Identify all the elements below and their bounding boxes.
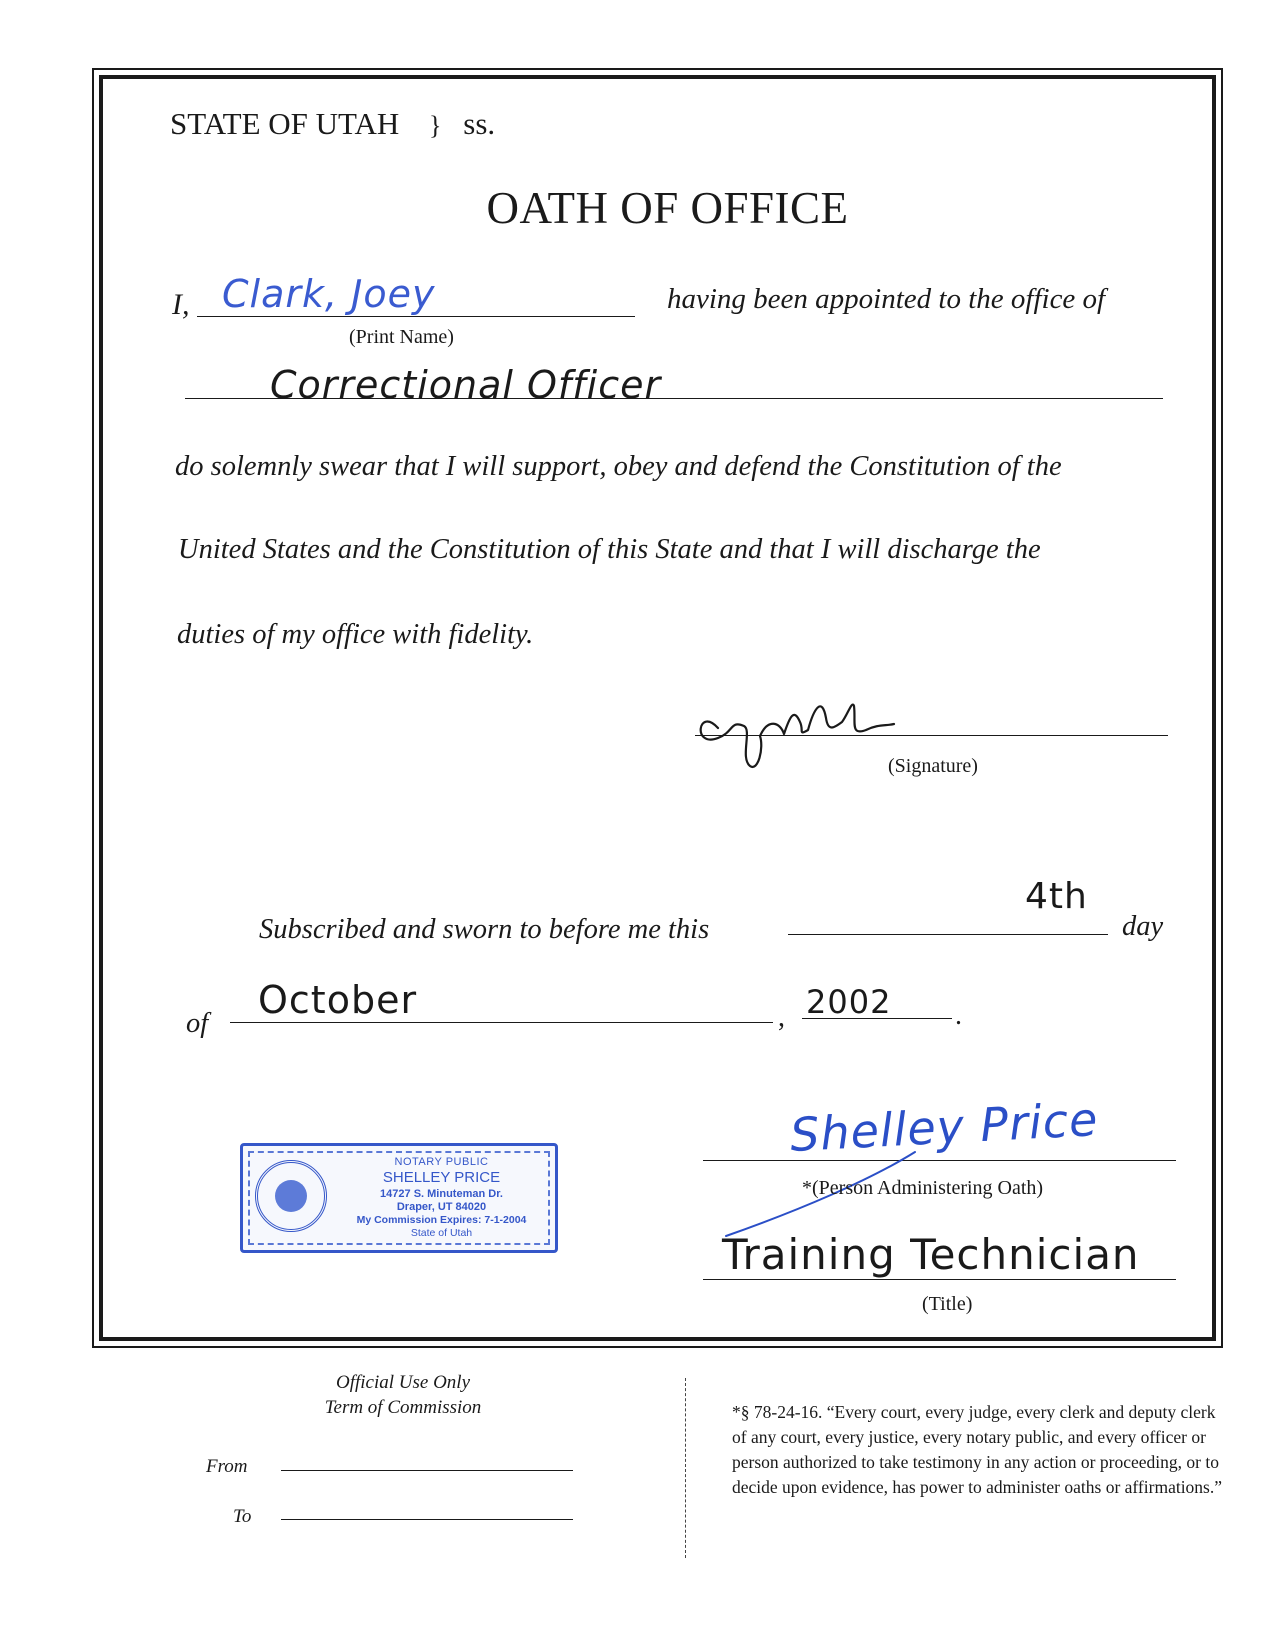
footer-divider bbox=[685, 1378, 686, 1558]
official-use-heading: Official Use Only bbox=[335, 1372, 471, 1393]
brace-glyph: } bbox=[429, 111, 442, 140]
stamp-line-1: NOTARY PUBLIC bbox=[394, 1156, 489, 1168]
to-line[interactable] bbox=[281, 1519, 573, 1520]
administrator-signature[interactable]: Shelley Price bbox=[788, 1091, 1100, 1163]
of-label: of bbox=[186, 1008, 209, 1039]
month-year-comma: , bbox=[778, 1002, 785, 1033]
signature-line bbox=[695, 735, 1168, 736]
print-name-line bbox=[197, 316, 635, 317]
day-value[interactable]: 4th bbox=[1025, 876, 1088, 917]
month-value[interactable]: October bbox=[258, 978, 418, 1022]
print-name-value[interactable]: Clark, Joey bbox=[222, 272, 436, 316]
notary-stamp bbox=[240, 1143, 558, 1253]
title-label: (Title) bbox=[922, 1293, 973, 1315]
oath-body-line-2: United States and the Constitution of this State and that I will discharge the bbox=[178, 534, 1041, 565]
office-value[interactable]: Correctional Officer bbox=[270, 363, 662, 407]
state-heading bbox=[170, 106, 495, 142]
notary-seal-icon bbox=[255, 1160, 327, 1232]
officer-signature-image bbox=[690, 678, 920, 773]
stamp-line-5: My Commission Expires: 7-1-2004 bbox=[356, 1214, 527, 1226]
title-value[interactable]: Training Technician bbox=[722, 1230, 1140, 1279]
state-label: STATE OF UTAH bbox=[170, 106, 400, 141]
term-of-commission-heading: Term of Commission bbox=[324, 1397, 482, 1418]
from-line[interactable] bbox=[281, 1470, 573, 1471]
print-name-label: (Print Name) bbox=[349, 326, 454, 348]
oath-body-line-3: duties of my office with fidelity. bbox=[177, 619, 534, 650]
day-line bbox=[788, 934, 1108, 935]
year-period: . bbox=[955, 1000, 962, 1031]
to-label: To bbox=[233, 1506, 252, 1527]
ss-label: ss. bbox=[463, 106, 496, 141]
administrator-label: *(Person Administering Oath) bbox=[802, 1177, 1044, 1199]
day-label: day bbox=[1122, 911, 1164, 942]
document-title: OATH OF OFFICE bbox=[486, 183, 849, 233]
subscribed-text: Subscribed and sworn to before me this bbox=[259, 914, 710, 945]
from-label: From bbox=[206, 1456, 248, 1477]
stamp-line-3: 14727 S. Minuteman Dr. bbox=[380, 1188, 503, 1200]
stamp-line-2: SHELLEY PRICE bbox=[382, 1169, 501, 1186]
appointed-text: having been appointed to the office of bbox=[667, 283, 1106, 315]
stamp-line-4: Draper, UT 84020 bbox=[396, 1201, 487, 1213]
year-value[interactable]: 2002 bbox=[806, 983, 892, 1021]
pronoun-i: I, bbox=[172, 288, 190, 321]
statute-text: *§ 78-24-16. “Every court, every judge, every clerk and deputy clerk of any court, every justice, every notary public, and every officer or person authorized to take testimony in any action or proceeding, or to decide upon evidence, has power to administer oaths or affirmations.” bbox=[732, 1402, 1223, 1497]
signature-label: (Signature) bbox=[888, 755, 978, 777]
month-line bbox=[230, 1022, 773, 1023]
stamp-line-6: State of Utah bbox=[410, 1227, 473, 1239]
title-line bbox=[703, 1279, 1176, 1280]
oath-body-line-1: do solemnly swear that I will support, obey and defend the Constitution of the bbox=[175, 451, 1062, 482]
